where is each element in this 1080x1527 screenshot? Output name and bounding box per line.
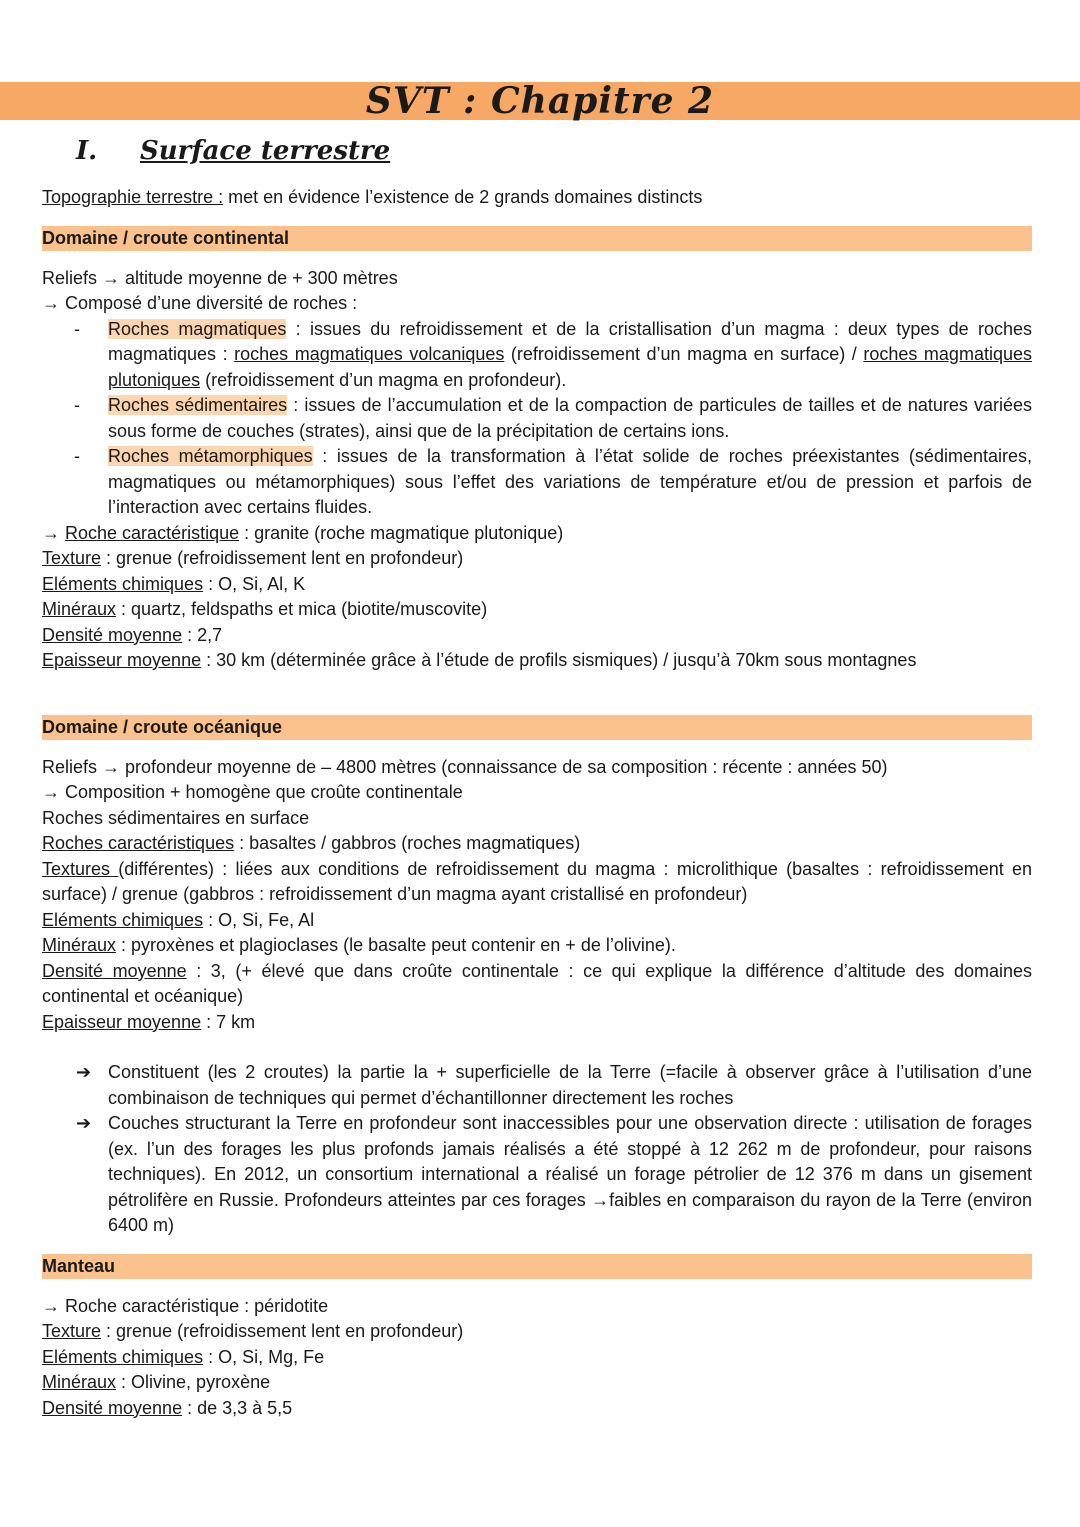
highlight-sedimentaires: Roches sédimentaires: [108, 395, 288, 415]
text-span: : issues de l’accumulation et de la compaction de particules de tailles et de natures variées sous forme de couches (strates), ainsi que de la précipitation de certains ions.: [108, 395, 1032, 441]
intro-text: met en évidence l’existence de 2 grands domaines distincts: [223, 187, 703, 207]
continental-heading-bar: [42, 226, 1032, 251]
field-value: : 3, (+ élevé que dans croûte continentale : ce qui explique la différence d’altitude des domaines continental et océanique): [42, 960, 1032, 1006]
continental-roche: [42, 521, 1032, 547]
field-value: : O, Si, Mg, Fe: [203, 1346, 325, 1367]
list-item: [42, 393, 1032, 444]
continental-densite: [42, 623, 1032, 649]
note-text: Constituent (les 2 croutes) la partie la + superficielle de la Terre (=facile à observer grâce à l’utilisation d’une combinaison de techniques qui permet d’échantillonner directement les roches: [108, 1062, 1032, 1108]
field-value: : pyroxènes et plagioclases (le basalte peut contenir en + de l’olivine).: [116, 935, 676, 955]
field-label: Epaisseur moyenne: [42, 650, 202, 670]
dash-bullet: -: [74, 318, 80, 339]
intro-label: Topographie terrestre :: [42, 187, 224, 207]
oceanic-heading-bar: [42, 715, 1032, 740]
arrow-bullet-icon: ➔: [76, 1113, 92, 1133]
text-span: : issues du refroidissement et de la cristallisation d’un magma : deux types de roches magmatiques :: [108, 318, 1032, 364]
oceanic-densite: [42, 959, 1032, 1010]
field-label: Texture: [42, 548, 102, 568]
continental-elements: [42, 572, 1032, 598]
manteau-heading: Manteau: [42, 1255, 116, 1276]
oceanic-elements: [42, 908, 1032, 934]
field-label: Eléments chimiques: [42, 909, 204, 930]
field-label: Roches caractéristiques: [42, 833, 235, 853]
manteau-mineraux: [42, 1370, 1032, 1396]
note-text: Couches structurant la Terre en profondeur sont inaccessibles pour une observation directe : utilisation de forages (ex. l’un des forages les plus profonds jamais réalisés a été stoppé à 12 262 m de profondeur, pour raisons techniques). En 2012, un consortium international a réalisé un forage pétrolier de 12 376 m dans un gisement pétrolifère en Russie. Profondeurs atteintes par ces forages →faibles en comparaison du rayon de la Terre (environ 6400 m): [108, 1113, 1032, 1235]
section-heading: [76, 136, 390, 172]
field-value: : O, Si, Al, K: [203, 573, 306, 594]
field-label: Densité moyenne: [42, 624, 183, 645]
highlight-metamorphiques: Roches métamorphiques: [108, 446, 313, 466]
field-value: : quartz, feldspaths et mica (biotite/muscovite): [116, 599, 488, 619]
field-value: : grenue (refroidissement lent en profondeur): [101, 1321, 464, 1341]
rock-types-list: [42, 317, 1032, 521]
field-label: Eléments chimiques: [42, 1346, 204, 1367]
field-value: : basaltes / gabbros (roches magmatiques): [234, 833, 581, 853]
field-label: Densité moyenne: [42, 1397, 183, 1418]
document-body: [42, 185, 1032, 1421]
intro-line: [42, 185, 1032, 211]
continental-mineraux: [42, 597, 1032, 623]
field-label: Minéraux: [42, 1372, 117, 1392]
manteau-densite: [42, 1396, 1032, 1422]
underlined-term: roches magmatiques volcaniques: [234, 344, 505, 364]
manteau-texture: [42, 1319, 1032, 1345]
field-label: Minéraux: [42, 935, 117, 955]
field-value: (différentes) : liées aux conditions de refroidissement du magma : microlithique (basaltes : refroidissement en surface) / grenue (gabbros : refroidissement d’un magma ayant cristallisé en profondeur): [42, 858, 1033, 904]
field-value: : 2,7: [182, 624, 223, 645]
field-label: Textures: [42, 858, 119, 879]
oceanic-surface: Roches sédimentaires en surface: [42, 807, 310, 828]
continental-heading: Domaine / croute continental: [42, 227, 290, 248]
oceanic-composition: → Composition + homogène que croûte continentale: [42, 782, 463, 802]
oceanic-textures: [42, 857, 1032, 908]
field-label: Texture: [42, 1321, 102, 1341]
oceanic-heading: Domaine / croute océanique: [42, 716, 283, 737]
note-item: [42, 1060, 1032, 1111]
oceanic-epaisseur: [42, 1010, 1032, 1036]
arrow-bullet-icon: ➔: [76, 1062, 92, 1082]
field-label: Eléments chimiques: [42, 573, 204, 594]
highlight-magmatiques: Roches magmatiques: [108, 318, 287, 339]
oceanic-mineraux: [42, 933, 1032, 959]
continental-epaisseur: [42, 648, 1032, 674]
continental-composition: → Composé d’une diversité de roches :: [42, 293, 358, 313]
dash-bullet: -: [74, 446, 80, 466]
field-value: : grenue (refroidissement lent en profondeur): [101, 548, 464, 568]
text-span: (refroidissement d’un magma en surface) /: [504, 344, 864, 364]
manteau-elements: [42, 1345, 1032, 1371]
section-title: Surface terrestre: [140, 136, 391, 166]
field-value: : 30 km (déterminée grâce à l’étude de profils sismiques) / jusqu’à 70km sous montagnes: [201, 650, 917, 670]
text-span: : issues de la transformation à l’état solide de roches préexistantes (sédimentaires, magmatiques ou métamorphiques) sous l’effet des variations de température et/ou de pression et parfois de l’interaction avec certains fluides.: [108, 446, 1032, 517]
dash-bullet: -: [74, 395, 80, 415]
underlined-term: roches magmatiques plutoniques: [108, 344, 1032, 390]
list-item: [42, 317, 1032, 394]
field-label: Roche caractéristique: [65, 522, 240, 543]
field-value: : 7 km: [201, 1011, 256, 1032]
oceanic-roches: [42, 831, 1032, 857]
field-value: : Olivine, pyroxène: [116, 1372, 271, 1392]
field-label: Minéraux: [42, 599, 117, 619]
field-label: Densité moyenne: [42, 960, 187, 981]
continental-texture: [42, 546, 1032, 572]
list-item: [42, 444, 1032, 521]
field-value: : granite (roche magmatique plutonique): [239, 522, 564, 543]
text-span: (refroidissement d’un magma en profondeur).: [200, 369, 567, 390]
continental-reliefs: Reliefs → altitude moyenne de + 300 mètres: [42, 267, 398, 288]
manteau-roche: → Roche caractéristique : péridotite: [42, 1295, 329, 1316]
page-title: SVT : Chapitre 2: [365, 80, 715, 122]
title-bar: [0, 82, 1080, 120]
field-label: Epaisseur moyenne: [42, 1011, 202, 1032]
manteau-heading-bar: [42, 1254, 1032, 1279]
note-item: [42, 1111, 1032, 1239]
oceanic-reliefs: Reliefs → profondeur moyenne de – 4800 mètres (connaissance de sa composition : récente : années 50): [42, 756, 888, 777]
field-value: : O, Si, Fe, Al: [203, 909, 315, 930]
field-value: : de 3,3 à 5,5: [182, 1397, 293, 1418]
arrow-prefix: →: [42, 522, 66, 543]
section-number: I.: [76, 136, 98, 166]
